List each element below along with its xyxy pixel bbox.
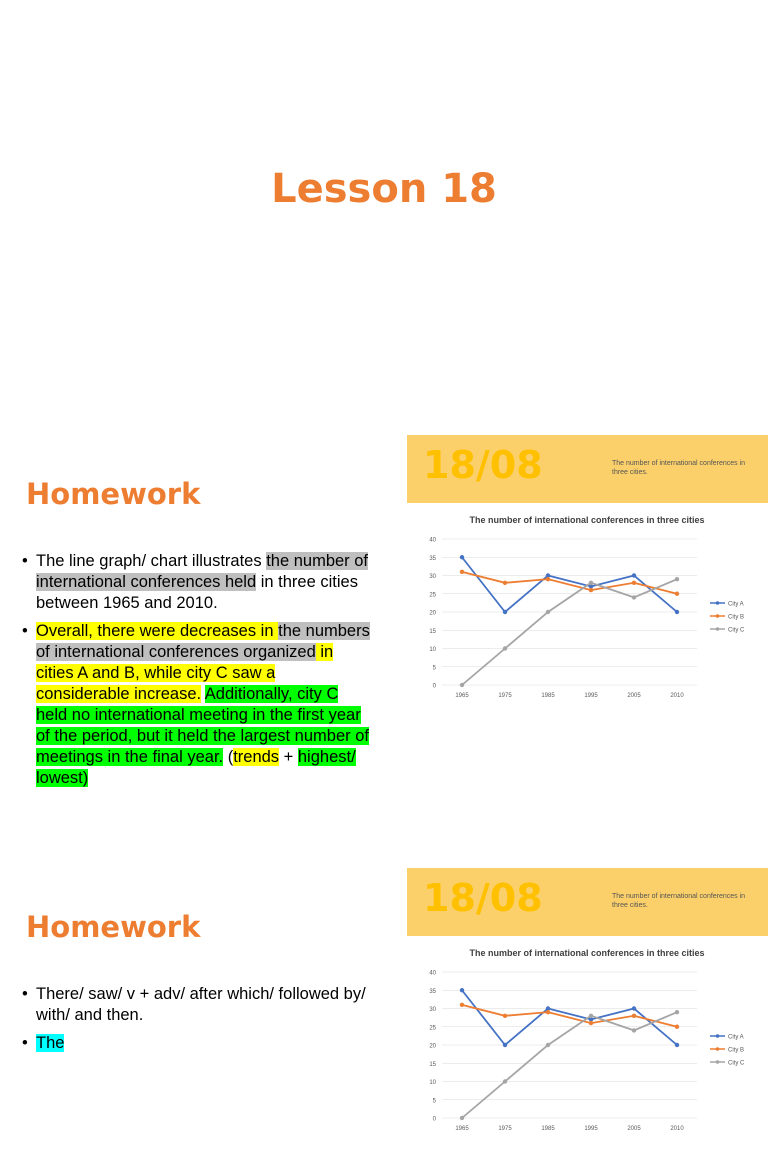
legend-marker [716,601,720,605]
chart-title: The number of international conferences in three cities [469,515,705,525]
data-point [546,1043,550,1047]
legend-label: City C [728,627,745,634]
card-note: The number of international conferences in three cities. [612,893,746,909]
x-tick-label: 2010 [670,1126,684,1132]
y-tick-label: 5 [432,1098,436,1105]
bullet-list [22,551,370,796]
x-tick-label: 2005 [627,693,641,699]
data-point [503,1043,507,1047]
y-tick-label: 0 [432,1116,436,1123]
bullet-item [22,621,370,789]
data-point [589,1021,593,1025]
data-point [589,1014,593,1018]
chart-title: The number of international conferences in three cities [469,948,705,958]
y-tick-label: 20 [429,1043,436,1050]
y-tick-label: 30 [429,574,436,580]
text-run: Overall, there were decreases in [36,622,279,640]
y-tick-label: 25 [429,1025,436,1032]
y-tick-label: 10 [429,647,436,653]
text-run: Additionally, city C held no international meeting in the first year of the period, but it held the largest number of meetings in the final year. [36,685,369,766]
data-point [675,592,679,596]
legend-marker [716,1047,720,1051]
data-point [632,595,636,599]
legend-marker [716,1034,720,1038]
legend-marker [716,627,720,631]
text-run: in cities A and B, while city C saw a considerable increase. [36,643,334,703]
text-run: the numbers of international conferences organized [36,622,370,661]
data-point [675,610,679,614]
data-point [632,1028,636,1032]
series-line-3 [462,1012,677,1118]
line-chart [407,507,768,707]
data-point [503,1014,507,1018]
text-run: The line graph/ chart illustrates [36,552,267,570]
text-run: highest/ lowest) [36,748,356,787]
text-run: + [279,748,298,766]
data-point [632,581,636,585]
lesson-title: Lesson 18 [271,166,497,212]
x-tick-label: 1995 [584,1126,598,1132]
line-chart [407,940,768,1140]
data-point [632,1006,636,1010]
text-run: the number of international conferences held [36,552,369,591]
text-run: The [36,1034,65,1052]
data-point [460,1003,464,1007]
legend-label: City B [728,614,745,621]
data-point [632,1014,636,1018]
data-point [546,1010,550,1014]
card-date: 18/08 [423,443,543,487]
data-point [546,610,550,614]
data-point [546,577,550,581]
text-run: trends [233,748,280,766]
x-tick-label: 1975 [498,693,512,699]
data-point [632,573,636,577]
legend-label: City C [728,1060,745,1067]
data-point [675,1010,679,1014]
homework-slide-2 [0,866,768,1132]
data-point [675,1043,679,1047]
chart-card [407,868,768,1168]
data-point [503,581,507,585]
data-point [503,1079,507,1083]
series-line-2 [462,1005,677,1027]
data-point [503,610,507,614]
data-point [460,555,464,559]
series-line-3 [462,579,677,685]
legend-label: City A [728,601,744,608]
legend-marker [716,614,720,618]
bullet-list [22,984,370,1061]
legend-label: City A [728,1034,744,1041]
data-point [460,1116,464,1120]
y-tick-label: 10 [429,1080,436,1086]
y-tick-label: 35 [429,555,436,562]
homework-slide-1 [0,433,768,866]
chart-card [407,435,768,735]
legend-label: City B [728,1047,745,1054]
y-tick-label: 35 [429,988,436,995]
x-tick-label: 2005 [627,1126,641,1132]
data-point [675,577,679,581]
data-point [589,581,593,585]
text-run: There/ saw/ v + adv/ after which/ followed by/ with/ and then. [36,985,366,1024]
bullet-item [22,984,370,1026]
data-point [589,588,593,592]
y-tick-label: 40 [429,970,436,977]
legend-marker [716,1060,720,1064]
x-tick-label: 1965 [455,1126,469,1132]
data-point [460,570,464,574]
x-tick-label: 1985 [541,1126,555,1132]
text-run: ( [223,748,234,766]
text-run: in three cities between 1965 and 2010. [36,573,358,612]
x-tick-label: 1985 [541,693,555,699]
data-point [503,646,507,650]
bullet-item [22,1033,370,1054]
y-tick-label: 30 [429,1007,436,1013]
y-tick-label: 15 [429,628,436,635]
y-tick-label: 25 [429,592,436,599]
card-note: The number of international conferences in three cities. [612,460,746,476]
y-tick-label: 5 [432,665,436,672]
card-date: 18/08 [423,876,543,920]
series-line-2 [462,572,677,594]
bullet-item [22,551,370,614]
x-tick-label: 1975 [498,1126,512,1132]
y-tick-label: 0 [432,683,436,690]
homework-heading: Homework [26,910,201,944]
homework-heading: Homework [26,477,201,511]
x-tick-label: 1965 [455,693,469,699]
y-tick-label: 40 [429,537,436,544]
data-point [460,683,464,687]
data-point [460,988,464,992]
y-tick-label: 20 [429,610,436,617]
x-tick-label: 2010 [670,693,684,699]
y-tick-label: 15 [429,1061,436,1068]
x-tick-label: 1995 [584,693,598,699]
data-point [675,1025,679,1029]
